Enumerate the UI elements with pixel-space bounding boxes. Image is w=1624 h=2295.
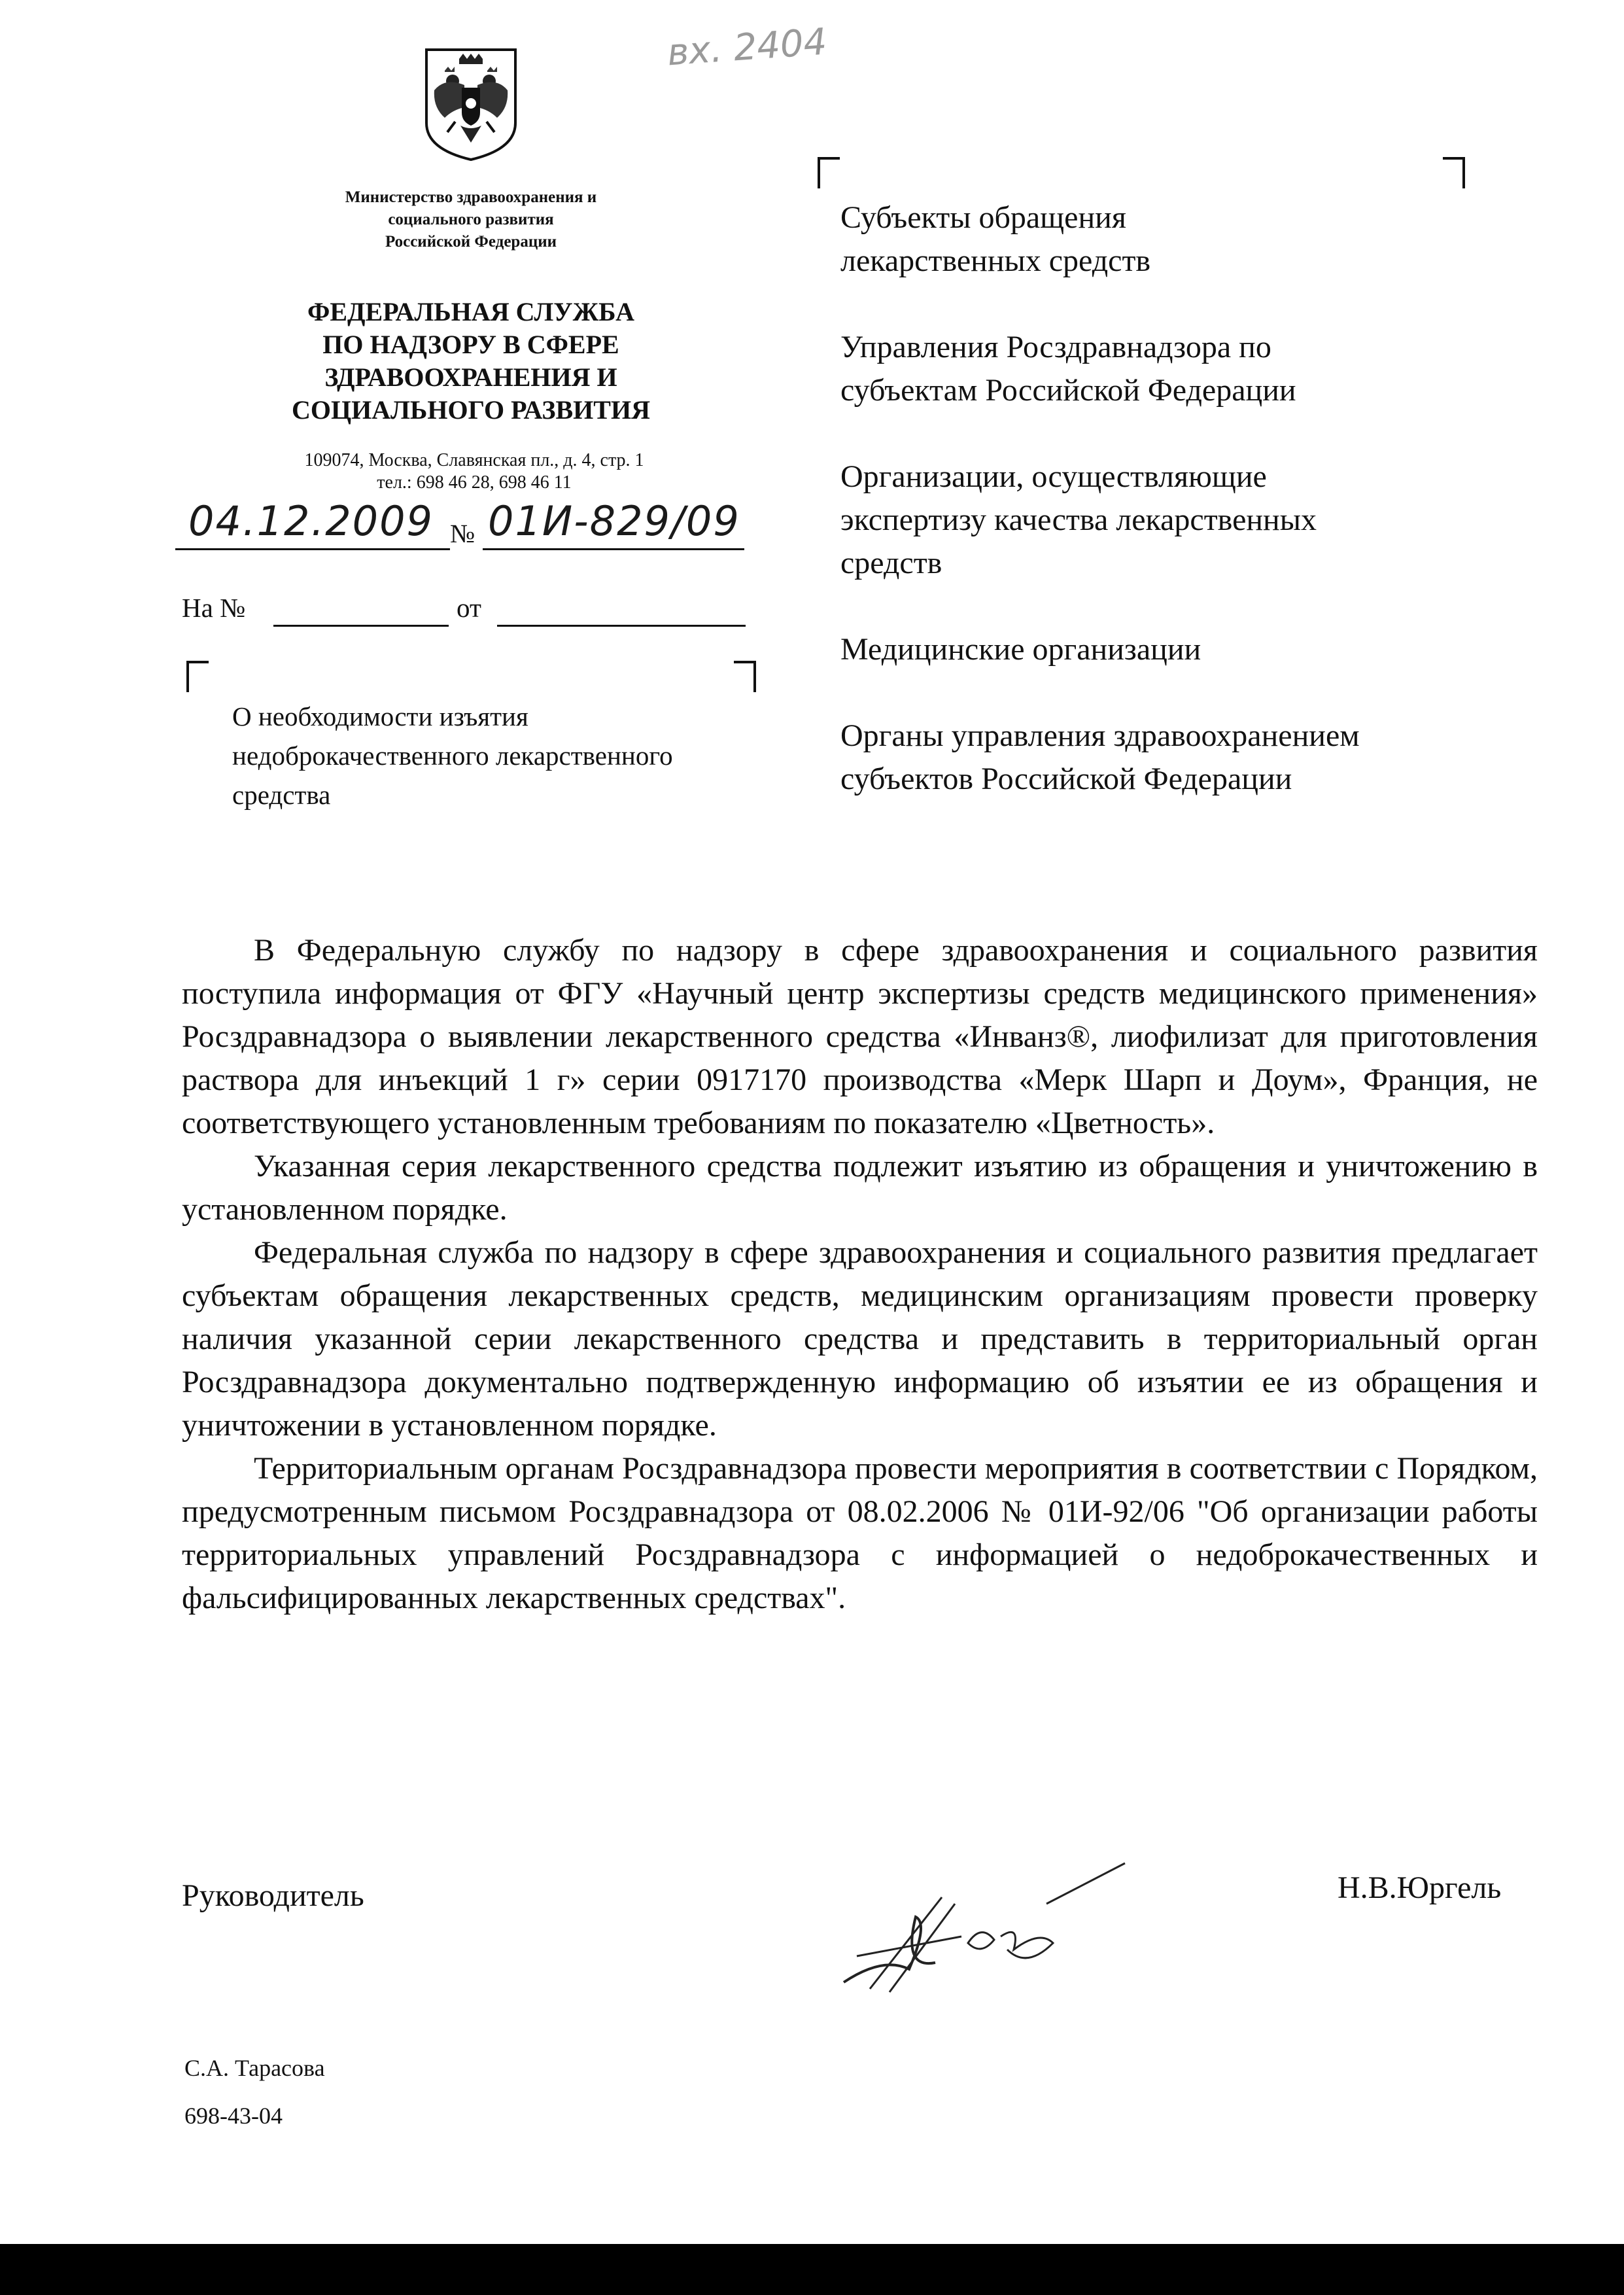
number-sign: № [450,519,475,548]
recipients-corner-right [1443,157,1465,188]
reference-number-blank [273,625,449,627]
phone-line: тел.: 698 46 28, 698 46 11 [377,472,572,493]
service-line: ЗДРАВООХРАНЕНИЯ И [324,362,617,392]
body-paragraph: Указанная серия лекарственного средства подлежит изъятию из обращения и уничтожению в установленном порядке. [182,1149,1538,1227]
ministry-name [275,186,667,253]
service-line: ФЕДЕРАЛЬНАЯ СЛУЖБА [307,297,634,326]
incoming-handwritten-mark: вх. 2404 [666,20,829,75]
double-headed-eagle-icon [419,44,523,162]
registration-date: 04.12.2009 [188,497,434,545]
recipient-item: Организации, осуществляющие экспертизу качества лекарственных средств [840,459,1317,580]
registration-underline [175,548,450,550]
signatory-position: Руководитель [182,1878,364,1913]
signature-scribble-icon [831,1858,1138,2002]
subject-line: недоброкачественного лекарственного [232,741,673,771]
body-paragraph: Территориальным органам Росздравнадзора провести мероприятия в соответствии с Порядком, предусмотренным письмом Росздравнадзора от 08.02.2006 № 01И-92/06 "Об организации работы территориальных управлений Росздравнадзора с информацией о недоброкачественных и фальсифицированных лекарственных средствах". [182,1451,1538,1615]
subject-corner-left [186,661,209,692]
executor-phone: 698-43-04 [184,2103,283,2129]
address-line: 109074, Москва, Славянская пл., д. 4, стр. 1 [304,450,644,470]
registration-number: 01И-829/09 [488,497,740,545]
body-paragraph: В Федеральную службу по надзору в сфере здравоохранения и социального развития поступила информация от ФГУ «Научный центр экспертизы средств медицинского применения» Росздравнадзора о выявлении лекарственного средства «Инванз®, лиофилизат для приготовления раствора для инъекций 1 г» серии 0917170 производства «Мерк Шарп и Доум», Франция, не соответствующего установленным требованиям по показателю «Цветность». [182,933,1538,1140]
reference-date-blank [497,625,746,627]
ministry-line: социального развития [388,211,554,228]
recipient-item: Управления Росздравнадзора по субъектам Российской Федерации [840,330,1296,408]
subject-corner-right [734,661,756,692]
recipient-item: Органы управления здравоохранением субъектов Российской Федерации [840,718,1360,796]
letter-subject [232,697,808,815]
recipient-item: Субъекты обращения лекарственных средств [840,200,1151,278]
recipients-corner-left [818,157,840,188]
reference-date-label: от [457,593,481,623]
signatory-name: Н.В.Юргель [1338,1870,1502,1905]
reference-number-label: На № [182,593,246,623]
recipient-item: Медицинские организации [840,632,1201,667]
ministry-line: Министерство здравоохранения и [345,188,597,206]
handwritten-signature [831,1858,1138,2002]
service-name [262,296,680,427]
registration-underline [483,548,744,550]
registration-line [175,497,829,556]
coat-of-arms-emblem [419,44,523,162]
body-paragraph: Федеральная служба по надзору в сфере здравоохранения и социального развития предлагает субъектам обращения лекарственных средств, медицинским организациям провести проверку наличия указанной серии лекарственного средства и представить в территориальный орган Росздравнадзора документально подтвержденную информацию об изъятии ее из обращения и уничтожении в установленном порядке. [182,1235,1538,1443]
scan-bottom-edge [0,2244,1624,2295]
recipients-block [840,196,1527,844]
subject-line: средства [232,780,331,810]
executor-name: С.А. Тарасова [184,2055,325,2081]
subject-line: О необходимости изъятия [232,701,528,731]
service-address [226,449,723,494]
letter-body [182,929,1538,1620]
ministry-line: Российской Федерации [385,233,557,251]
service-line: СОЦИАЛЬНОГО РАЗВИТИЯ [292,395,650,425]
reference-line [182,592,757,631]
service-line: ПО НАДЗОРУ В СФЕРЕ [322,330,619,359]
